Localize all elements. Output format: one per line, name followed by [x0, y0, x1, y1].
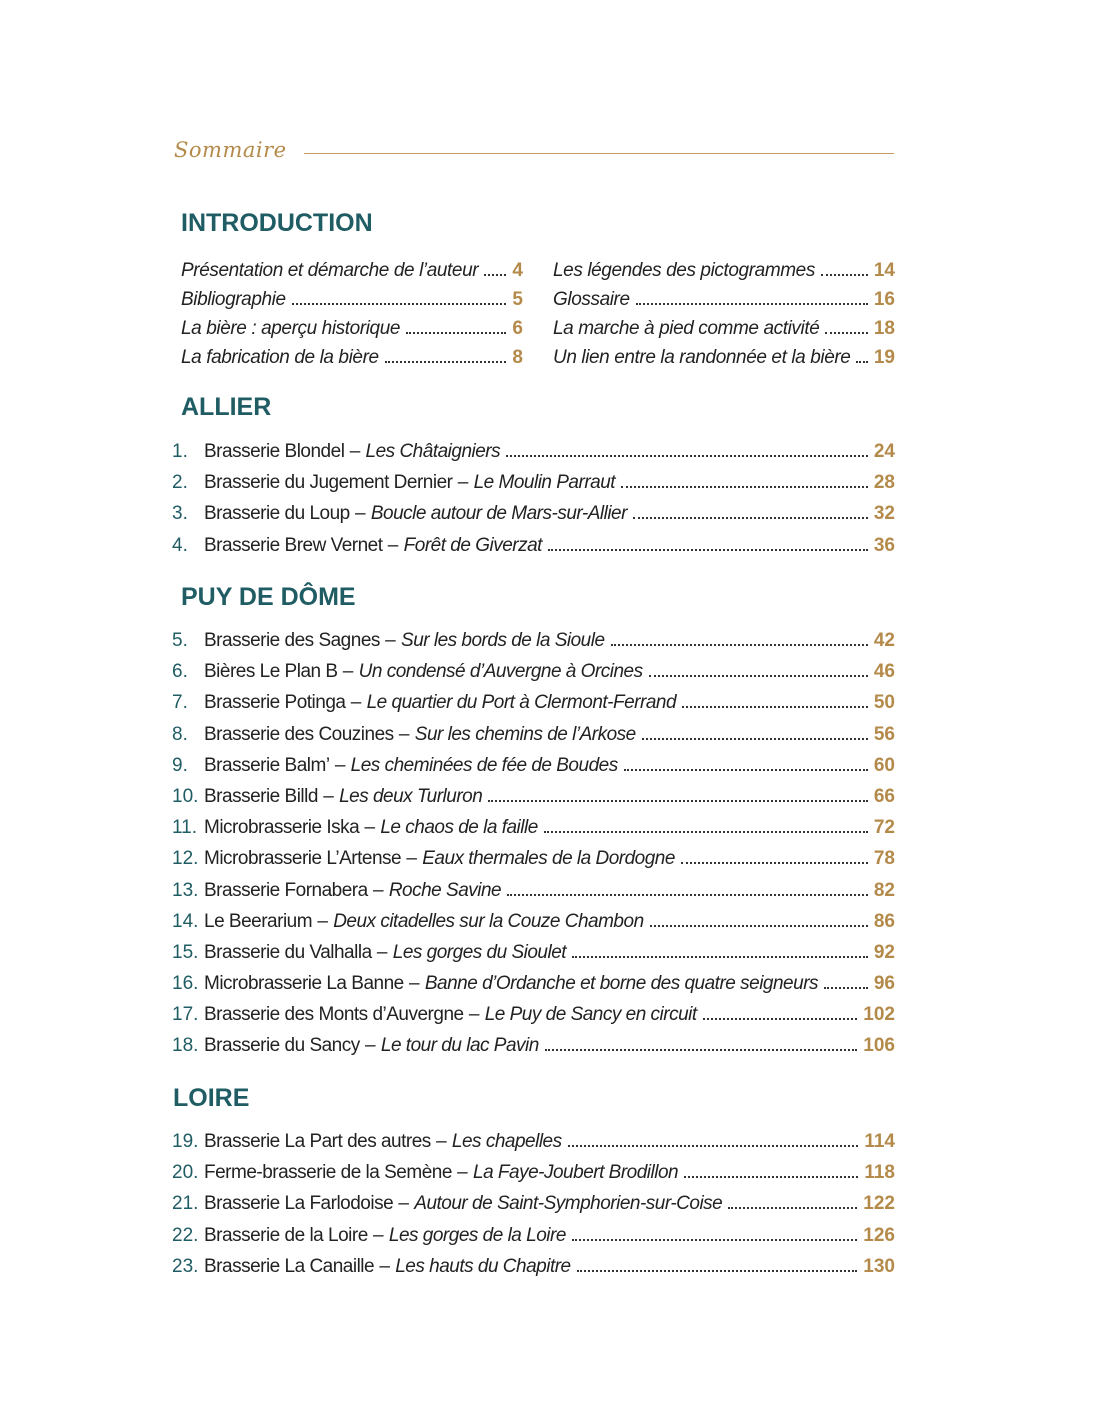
brewery-name: Brasserie Balm’: [204, 754, 330, 776]
separator-dash: –: [451, 1162, 474, 1184]
header-rule: [304, 153, 894, 154]
entry-number: 12.: [172, 848, 199, 870]
dot-leader: [824, 987, 868, 989]
toc-entry[interactable]: [172, 1193, 895, 1224]
entry-number: 21.: [172, 1193, 199, 1215]
dot-leader: [484, 274, 506, 276]
separator-dash: –: [312, 910, 334, 932]
toc-entry[interactable]: [172, 1035, 895, 1066]
route-title: Sur les chemins de l’Arkose: [414, 723, 636, 745]
route-title: Forêt de Giverzat: [403, 534, 542, 556]
toc-entry[interactable]: [172, 786, 895, 817]
route-title: Deux citadelles sur la Couze Chambon: [333, 910, 644, 932]
sommaire-label: Sommaire: [174, 138, 287, 162]
toc-entry[interactable]: [172, 692, 895, 723]
brewery-name: Bières Le Plan B: [204, 661, 338, 683]
route-title: Le Puy de Sancy en circuit: [484, 1004, 697, 1026]
toc-entry[interactable]: [172, 1256, 895, 1287]
brewery-name: Brasserie du Sancy: [204, 1035, 360, 1057]
brewery-name: Microbrasserie Iska: [204, 817, 360, 839]
toc-list-puy-de-dome: [172, 630, 895, 1067]
dot-leader: [728, 1207, 857, 1209]
toc-entry[interactable]: [172, 535, 895, 566]
entry-title: La bière : aperçu historique: [181, 318, 401, 339]
intro-entry[interactable]: [553, 347, 895, 376]
intro-entry[interactable]: [553, 289, 895, 318]
route-title: Les gorges de la Loire: [388, 1224, 566, 1246]
dot-leader: [821, 274, 868, 276]
separator-dash: –: [382, 534, 404, 556]
entry-title: Un lien entre la randonnée et la bière: [553, 347, 851, 368]
separator-dash: –: [463, 1004, 485, 1026]
brewery-name: Brasserie des Sagnes: [204, 630, 380, 651]
route-title: Banne d’Ordanche et borne des quatre seigneurs: [424, 973, 819, 995]
page-number: 92: [873, 941, 895, 963]
route-title: Les hauts du Chapitre: [395, 1255, 571, 1277]
separator-dash: –: [452, 472, 474, 494]
route-title: Le quartier du Port à Clermont-Ferrand: [366, 692, 677, 714]
separator-dash: –: [367, 1224, 389, 1246]
separator-dash: –: [379, 630, 402, 651]
separator-dash: –: [393, 723, 415, 745]
brewery-name: Brasserie Fornabera: [204, 879, 368, 901]
toc-entry[interactable]: [172, 724, 895, 755]
dot-leader: [856, 361, 867, 363]
entry-title: La marche à pied comme activité: [553, 318, 820, 339]
brewery-name: Brasserie Potinga: [204, 692, 346, 714]
page-number: 60: [873, 754, 895, 776]
page-number: 118: [864, 1162, 895, 1184]
page-number: 14: [873, 260, 895, 281]
entry-number: 18.: [172, 1035, 199, 1057]
route-title: La Faye-Joubert Brodillon: [473, 1162, 679, 1184]
dot-leader: [488, 800, 868, 802]
brewery-name: Brasserie du Valhalla: [204, 941, 372, 963]
toc-entry[interactable]: [172, 661, 895, 692]
dot-leader: [545, 1049, 857, 1051]
page-number: 32: [873, 503, 895, 525]
dot-leader: [406, 332, 506, 334]
dot-leader: [292, 303, 507, 305]
page-number: 6: [512, 318, 523, 339]
route-title: Un condensé d’Auvergne à Orcines: [358, 661, 643, 683]
separator-dash: –: [367, 879, 389, 901]
brewery-name: Microbrasserie L’Artense: [204, 848, 402, 870]
dot-leader: [572, 1239, 857, 1241]
entry-number: 8.: [172, 723, 188, 745]
entry-title: Présentation et démarche de l’auteur: [181, 260, 479, 281]
toc-entry[interactable]: [172, 880, 895, 911]
intro-entry[interactable]: [181, 260, 523, 289]
page-number: 78: [873, 848, 895, 870]
entry-number: 22.: [172, 1224, 199, 1246]
toc-list-allier: [172, 441, 895, 566]
section-title-loire: LOIRE: [173, 1084, 250, 1112]
section-title-allier: ALLIER: [181, 393, 272, 421]
entry-number: 16.: [172, 973, 199, 995]
brewery-name: Brasserie des Couzines: [204, 723, 394, 745]
page-number: 50: [873, 692, 895, 714]
dot-leader: [548, 549, 868, 551]
toc-entry[interactable]: [172, 503, 895, 534]
brewery-name: Brasserie de la Loire: [204, 1224, 368, 1246]
route-title: Roche Savine: [388, 879, 502, 901]
brewery-name: Brasserie du Jugement Dernier: [204, 472, 453, 494]
entry-number: 11.: [172, 817, 198, 839]
route-title: Le chaos de la faille: [380, 817, 538, 839]
page-number: 66: [873, 785, 895, 807]
separator-dash: –: [329, 754, 351, 776]
brewery-name: Brasserie La Canaille: [204, 1255, 375, 1277]
separator-dash: –: [349, 503, 371, 525]
brewery-name: Brasserie La Farlodoise: [204, 1193, 394, 1215]
page-number: 86: [873, 910, 895, 932]
page-number: 96: [873, 973, 895, 995]
entry-number: 5.: [172, 630, 188, 651]
page-number: 16: [873, 289, 895, 310]
brewery-name: Le Beerarium: [204, 910, 313, 932]
separator-dash: –: [371, 941, 393, 963]
brewery-name: Brasserie du Loup: [204, 503, 350, 525]
intro-column-right: [553, 260, 895, 376]
brewery-name: Brasserie Blondel: [204, 441, 345, 462]
entry-number: 19.: [172, 1131, 199, 1152]
brewery-name: Brasserie La Part des autres: [204, 1131, 431, 1152]
entry-number: 2.: [172, 472, 188, 494]
dot-leader: [506, 455, 868, 457]
route-title: Les cheminées de fée de Boudes: [350, 754, 618, 776]
separator-dash: –: [359, 817, 381, 839]
intro-entry[interactable]: [181, 347, 523, 376]
separator-dash: –: [374, 1255, 396, 1277]
route-title: Le Moulin Parraut: [473, 472, 616, 494]
brewery-name: Brasserie des Monts d’Auvergne: [204, 1004, 464, 1026]
dot-leader: [636, 303, 868, 305]
entry-number: 6.: [172, 661, 188, 683]
entry-number: 15.: [172, 941, 199, 963]
entry-number: 3.: [172, 503, 188, 525]
page-number: 4: [512, 260, 523, 281]
page-number: 122: [863, 1193, 895, 1215]
separator-dash: –: [317, 785, 340, 807]
toc-entry[interactable]: [172, 472, 895, 503]
dot-leader: [649, 675, 868, 677]
brewery-name: Brasserie Brew Vernet: [204, 534, 383, 556]
toc-entry[interactable]: [172, 911, 895, 942]
section-title-introduction: INTRODUCTION: [181, 209, 373, 237]
page-number: 18: [873, 318, 895, 339]
route-title: Les Châtaigniers: [365, 441, 501, 462]
intro-entry[interactable]: [181, 318, 523, 347]
sommaire-header: [174, 138, 894, 168]
entry-title: Bibliographie: [181, 289, 286, 310]
intro-entry[interactable]: [553, 260, 895, 289]
toc-entry[interactable]: [172, 817, 895, 848]
dot-leader: [577, 1270, 858, 1272]
separator-dash: –: [403, 973, 425, 995]
page-number: 8: [512, 347, 523, 368]
toc-entry[interactable]: [172, 1004, 895, 1035]
entry-number: 1.: [172, 441, 188, 462]
dot-leader: [624, 769, 868, 771]
brewery-name: Brasserie Billd: [204, 785, 318, 807]
entry-number: 23.: [172, 1255, 199, 1277]
route-title: Le tour du lac Pavin: [380, 1035, 539, 1057]
separator-dash: –: [345, 692, 367, 714]
dot-leader: [681, 862, 868, 864]
dot-leader: [611, 644, 868, 646]
dot-leader: [568, 1145, 859, 1147]
toc-entry[interactable]: [172, 973, 895, 1004]
entry-number: 13.: [172, 879, 199, 901]
intro-column-left: [181, 260, 523, 376]
dot-leader: [684, 1176, 858, 1178]
entry-number: 10.: [172, 785, 199, 807]
toc-entry[interactable]: [172, 755, 895, 786]
dot-leader: [650, 925, 868, 927]
page-number: 82: [873, 879, 895, 901]
entry-number: 17.: [172, 1004, 199, 1026]
dot-leader: [544, 831, 868, 833]
page-number: 42: [873, 630, 895, 651]
route-title: Sur les bords de la Sioule: [401, 630, 605, 651]
route-title: Autour de Saint-Symphorien-sur-Coise: [414, 1193, 723, 1215]
toc-entry[interactable]: [172, 942, 895, 973]
route-title: Les gorges du Sioulet: [392, 941, 567, 963]
toc-entry[interactable]: [172, 848, 895, 879]
page-number: 102: [863, 1004, 895, 1026]
page-number: 36: [873, 534, 895, 556]
route-title: Les chapelles: [451, 1131, 562, 1152]
page-number: 24: [873, 441, 895, 462]
dot-leader: [385, 361, 507, 363]
separator-dash: –: [401, 848, 423, 870]
intro-entry[interactable]: [553, 318, 895, 347]
toc-list-loire: [172, 1131, 895, 1287]
page-number: 28: [873, 472, 895, 494]
dot-leader: [507, 894, 868, 896]
dot-leader: [572, 956, 868, 958]
page-number: 72: [873, 817, 895, 839]
page-number: 114: [864, 1131, 895, 1152]
dot-leader: [621, 486, 868, 488]
dot-leader: [682, 706, 868, 708]
page-number: 46: [873, 661, 895, 683]
dot-leader: [703, 1018, 858, 1020]
separator-dash: –: [344, 441, 366, 462]
entry-number: 14.: [172, 910, 199, 932]
entry-number: 4.: [172, 534, 188, 556]
entry-number: 7.: [172, 692, 188, 714]
toc-entry[interactable]: [172, 441, 895, 472]
intro-entry[interactable]: [181, 289, 523, 318]
page-number: 130: [863, 1255, 895, 1277]
route-title: Les deux Turluron: [339, 785, 483, 807]
separator-dash: –: [430, 1131, 452, 1152]
brewery-name: Microbrasserie La Banne: [204, 973, 404, 995]
dot-leader: [633, 517, 868, 519]
route-title: Eaux thermales de la Dordogne: [422, 848, 675, 870]
separator-dash: –: [393, 1193, 415, 1215]
toc-entry[interactable]: [172, 630, 895, 661]
route-title: Boucle autour de Mars-sur-Allier: [370, 503, 627, 525]
entry-title: Glossaire: [553, 289, 630, 310]
section-title-puy-de-dome: PUY DE DÔME: [181, 583, 356, 611]
entry-number: 9.: [172, 754, 188, 776]
separator-dash: –: [337, 661, 359, 683]
page-number: 19: [873, 347, 895, 368]
brewery-name: Ferme-brasserie de la Semène: [204, 1162, 452, 1184]
page-number: 56: [873, 723, 895, 745]
toc-entry[interactable]: [172, 1225, 895, 1256]
entry-number: 20.: [172, 1162, 199, 1184]
page-number: 126: [863, 1224, 895, 1246]
toc-entry[interactable]: [172, 1162, 895, 1193]
dot-leader: [642, 738, 868, 740]
separator-dash: –: [359, 1035, 381, 1057]
dot-leader: [825, 332, 867, 334]
page-number: 5: [512, 289, 523, 310]
entry-title: Les légendes des pictogrammes: [553, 260, 815, 281]
toc-entry[interactable]: [172, 1131, 895, 1162]
page-number: 106: [863, 1035, 895, 1057]
entry-title: La fabrication de la bière: [181, 347, 379, 368]
